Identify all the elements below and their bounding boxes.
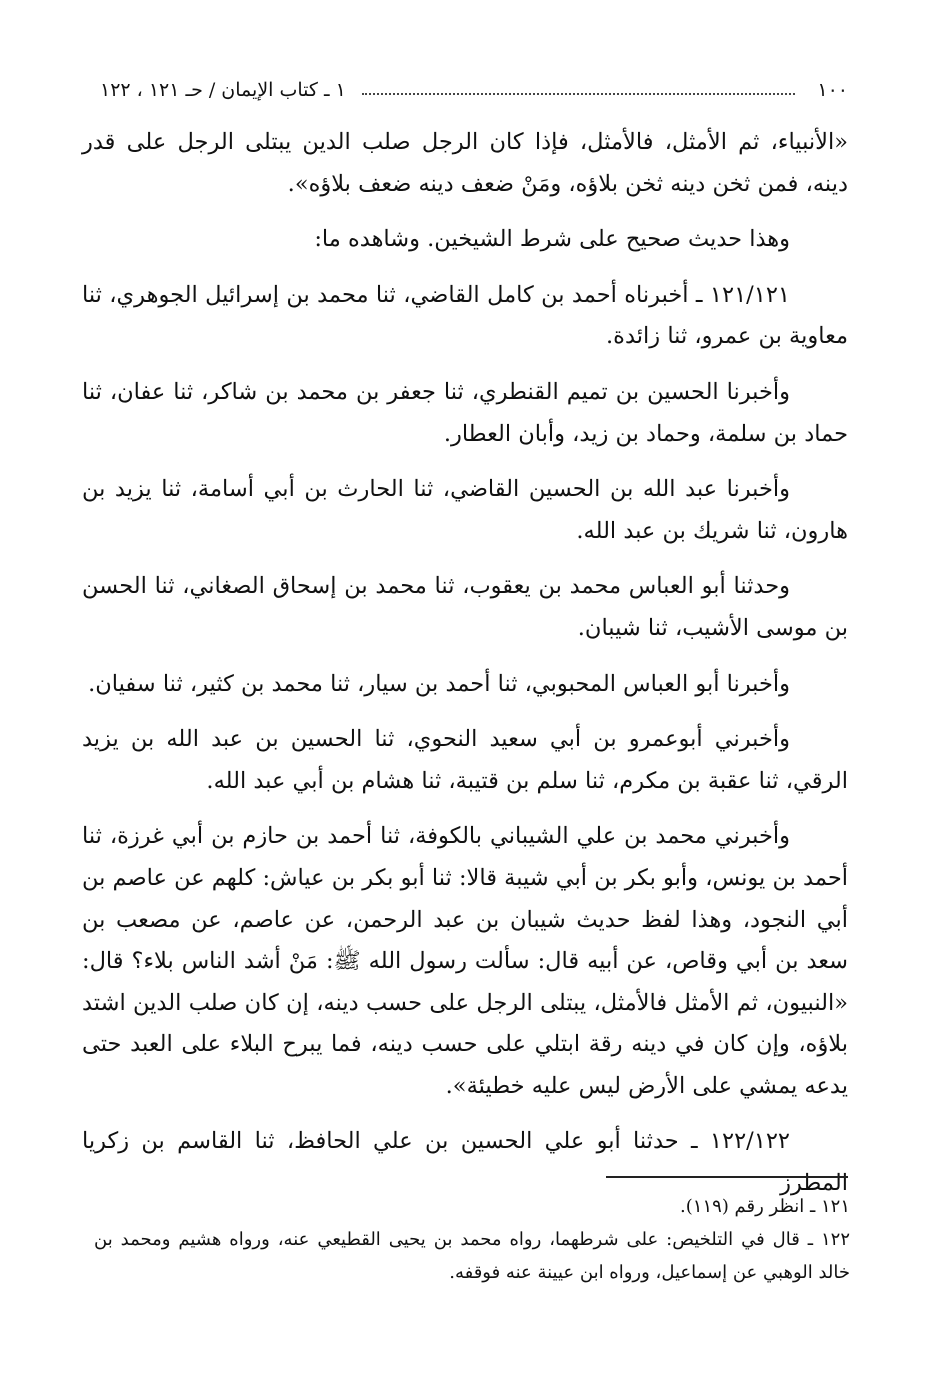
footnote-separator bbox=[606, 1176, 848, 1178]
paragraph-2: وهذا حديث صحيح على شرط الشيخين. وشاهده ما: bbox=[314, 226, 790, 253]
paragraph-8: وأخبرني أبوعمرو بن أبي سعيد النحوي، ثنا الحسين بن عبد الله بن يزيد الرقي، ثنا عقبة بن مكرم، ثنا سلم بن قتيبة، ثنا هشام بن أبي عبد الله. bbox=[82, 726, 848, 794]
footnote-121: ١٢١ ـ انظر رقم (١١٩). bbox=[680, 1196, 850, 1217]
paragraph-6: وحدثنا أبو العباس محمد بن يعقوب، ثنا محمد بن إسحاق الصغاني، ثنا الحسن بن موسى الأشيب، ثنا شيبان. bbox=[82, 573, 848, 641]
paragraph-5: وأخبرنا عبد الله بن الحسين القاضي، ثنا الحارث بن أبي أسامة، ثنا يزيد بن هارون، ثنا شريك بن عبد الله. bbox=[82, 476, 848, 544]
page-number: ١٠٠ bbox=[817, 79, 848, 101]
running-header bbox=[100, 74, 848, 106]
hadith-122: ١٢٢/١٢٢ ـ حدثنا أبو علي الحسين بن علي الحافظ، ثنا القاسم بن زكريا المطرز bbox=[82, 1128, 848, 1197]
paragraph-7: وأخبرنا أبو العباس المحبوبي، ثنا أحمد بن سيار، ثنا محمد بن كثير، ثنا سفيان. bbox=[88, 670, 790, 697]
footnote-122: ١٢٢ ـ قال في التلخيص: على شرطهما، رواه محمد بن يحيى القطيعي عنه، ورواه هشيم ومحمد بن خالد الوهبي عن إسماعيل، ورواه ابن عيينة عنه فوقفه. bbox=[94, 1229, 850, 1283]
hadith-121: ١٢١/١٢١ ـ أخبرناه أحمد بن كامل القاضي، ثنا محمد بن إسرائيل الجوهري، ثنا معاوية بن عمرو، ثنا زائدة. bbox=[82, 281, 848, 350]
paragraph-4: وأخبرنا الحسين بن تميم القنطري، ثنا جعفر بن محمد بن شاكر، ثنا عفان، ثنا حماد بن سلمة، وحماد بن زيد، وأبان العطار. bbox=[82, 378, 848, 447]
running-title: ١ ـ كتاب الإيمان / حـ ١٢١ ، ١٢٢ bbox=[100, 79, 346, 101]
main-text bbox=[82, 122, 848, 1219]
footnotes bbox=[94, 1190, 850, 1289]
paragraph-1: «الأنبياء، ثم الأمثل، فالأمثل، فإذا كان الرجل صلب الدين يبتلى الرجل على قدر دينه، فمن ثخن دينه ثخن بلاؤه، ومَنْ ضعف دينه ضعف بلاؤه». bbox=[82, 129, 848, 197]
dotted-leader bbox=[362, 93, 796, 95]
paragraph-9: وأخبرني محمد بن علي الشيباني بالكوفة، ثنا أحمد بن حازم بن أبي غرزة، ثنا أحمد بن يونس، وأبو بكر بن أبي شيبة قالا: ثنا أبو بكر بن عياش: كلهم عن عاصم بن أبي النجود، وهذا لفظ حديث شيبان بن عبد الرحمن، عن عاصم، عن مصعب بن سعد بن أبي وقاص، عن أبيه قال: سألت رسول الله ﷺ: مَنْ أشد الناس بلاء؟ قال: «النبيون، ثم الأمثل فالأمثل، يبتلى الرجل على حسب دينه، إن كان صلب الدين اشتد بلاؤه، وإن كان في دينه رقة ابتلي على حسب دينه، فما يبرح البلاء على العبد حتى يدعه يمشي على الأرض ليس عليه خطيئة». bbox=[82, 823, 848, 1099]
